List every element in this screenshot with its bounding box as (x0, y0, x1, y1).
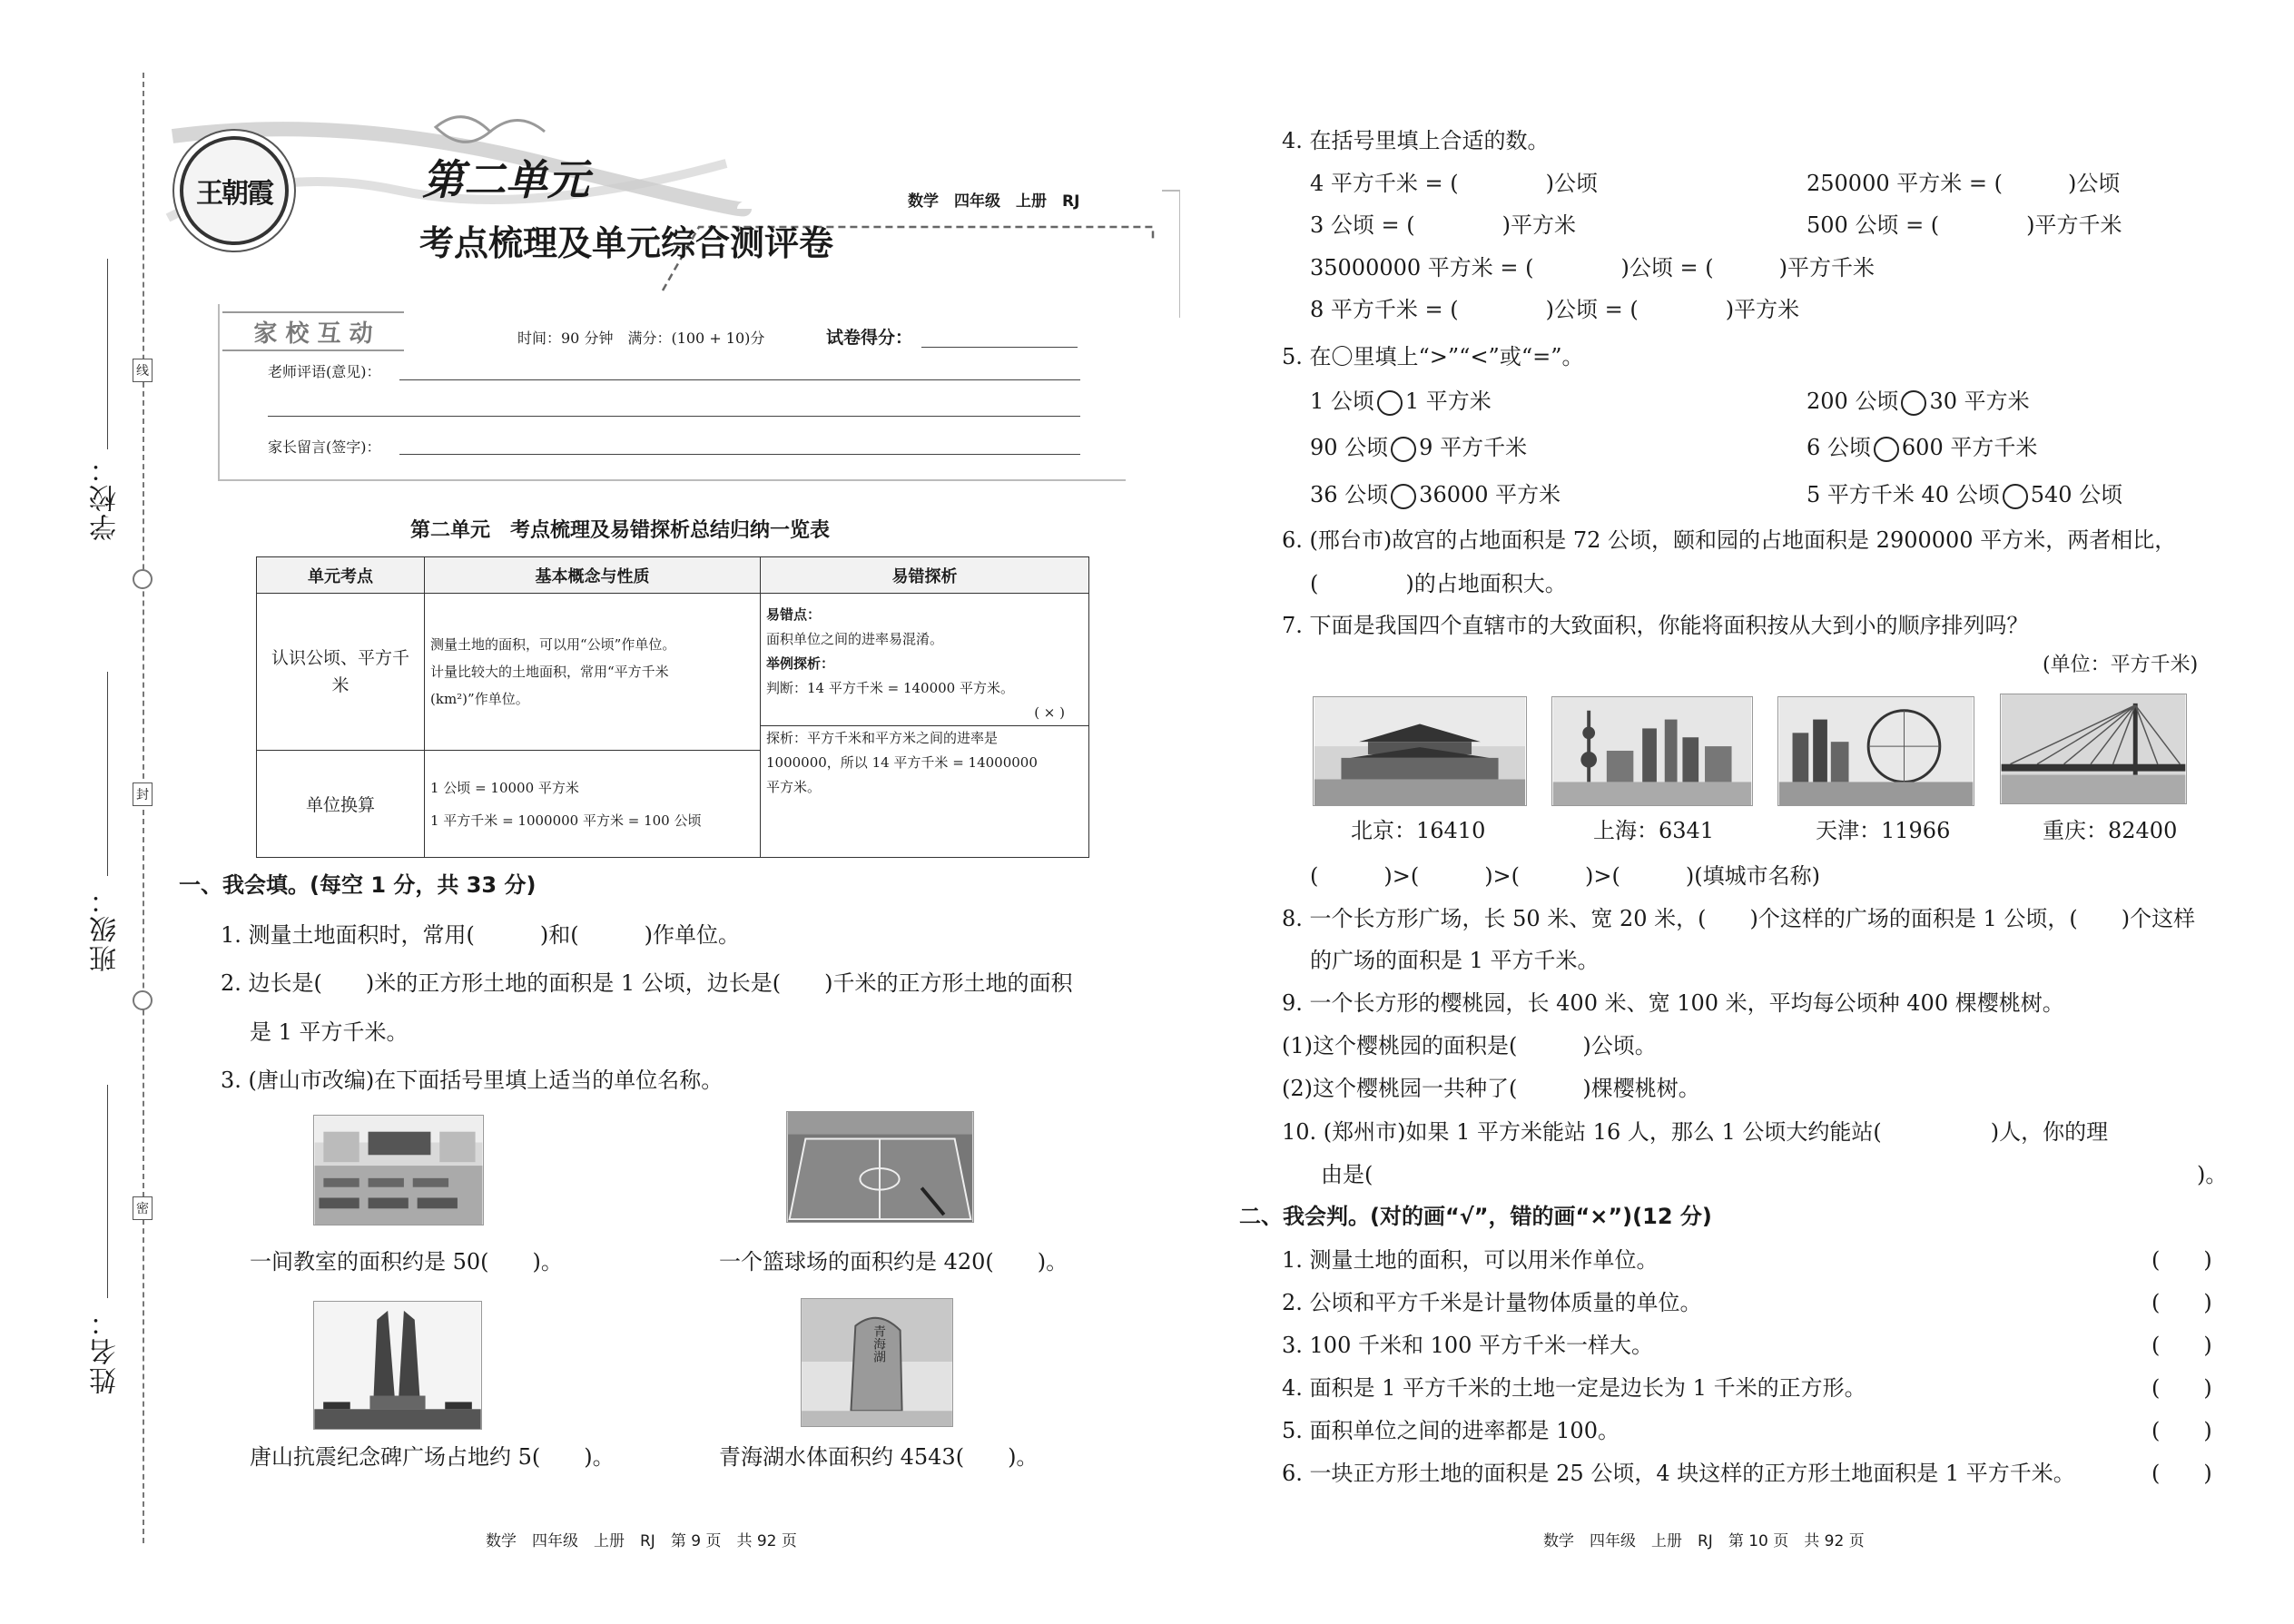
compare-right: 9 平方千米 (1419, 435, 1528, 460)
error-line: 探析：平方千米和平方米之间的进率是 (761, 725, 1088, 751)
concept-line: 1 平方千米 = 1000000 平方米 = 100 公顷 (430, 812, 702, 829)
compare-left: 6 公顷 (1807, 435, 1871, 460)
question-10: 10. (郑州市)如果 1 平方米能站 16 人，那么 1 公顷大约能站( )人，你的理 (1282, 1119, 2109, 1145)
teacher-comment-field[interactable] (399, 379, 1080, 380)
error-line: 平方米。 (766, 779, 822, 795)
topic-text: 单位换算 (305, 795, 375, 815)
school-label: 学校： (90, 454, 122, 541)
compare-circle[interactable] (1901, 390, 1926, 416)
question-3: 3. (唐山市改编)在下面括号里填上适当的单位名称。 (221, 1068, 724, 1093)
judge-item: 6. 一块正方形土地的面积是 25 公顷，4 块这样的正方形土地面积是 1 平方千米。 (1282, 1461, 2075, 1486)
seal-char: 封 (133, 782, 153, 806)
parent-comment-field[interactable] (399, 454, 1080, 455)
compare-left: 36 公顷 (1310, 482, 1389, 507)
q4-item: 4 平方千米 = ( )公顷 (1310, 171, 1598, 196)
time-score: 时间：90 分钟 满分：(100 + 10)分 (517, 330, 765, 347)
chongqing-photo (2000, 694, 2187, 804)
question-9-1: (1)这个樱桃园的面积是( )公顷。 (1282, 1033, 1657, 1058)
section1-heading: 一、我会填。(每空 1 分，共 33 分) (179, 872, 537, 898)
judge-item: 3. 100 千米和 100 平方千米一样大。 (1282, 1333, 1654, 1358)
concept-line: 计量比较大的土地面积，常用“平方千米 (430, 664, 669, 680)
judge-answer[interactable]: ( ) (2151, 1333, 2212, 1358)
compare-right: 1 平方米 (1404, 389, 1492, 414)
question-6-cont: ( )的占地面积大。 (1310, 571, 1567, 596)
compare-left: 90 公顷 (1310, 435, 1389, 460)
caption-memorial: 唐山抗震纪念碑广场占地约 5( )。 (250, 1444, 615, 1470)
q4-item: 8 平方千米 = ( )公顷 = ( )平方米 (1310, 297, 1800, 322)
compare-left: 1 公顷 (1310, 389, 1374, 414)
footer-left: 数学 四年级 上册 RJ 第 9 页 共 92 页 (486, 1532, 797, 1550)
compare-item (1807, 434, 2037, 462)
error-line: 易错点： (766, 606, 822, 623)
summary-title: 第二单元 考点梳理及易错探析总结归纳一览表 (410, 519, 831, 542)
summary-table (256, 556, 1089, 858)
question-10-end: )。 (2197, 1162, 2228, 1187)
error-line: 1000000，所以 14 平方千米 = 14000000 (766, 754, 1038, 771)
caption-classroom: 一间教室的面积约是 50( )。 (250, 1249, 563, 1275)
concept-line: (km²)”作单位。 (430, 691, 529, 707)
binding-dot (133, 990, 153, 1010)
name-label: 姓名： (90, 1307, 122, 1394)
concept-line: 测量土地的面积，可以用“公顷”作单位。 (430, 636, 676, 653)
concept-cell (425, 594, 761, 751)
q4-item: 500 公顷 = ( )平方千米 (1807, 212, 2122, 238)
table-row (257, 594, 1089, 751)
compare-item (1807, 388, 2030, 416)
compare-circle[interactable] (1391, 484, 1416, 509)
compare-circle[interactable] (1874, 437, 1899, 462)
question-9: 9. 一个长方形的樱桃园，长 400 米、宽 100 米，平均每公顷种 400 棵樱桃树。 (1282, 990, 2064, 1016)
compare-item (1310, 481, 1561, 509)
paper-subtitle: 考点梳理及单元综合测评卷 (419, 222, 834, 263)
caption-qinghai: 青海湖水体面积约 4543( )。 (719, 1444, 1039, 1470)
compare-right: 540 公顷 (2030, 482, 2123, 507)
question-2: 2. 边长是( )米的正方形土地的面积是 1 公顷，边长是( )千米的正方形土地的面积 (221, 970, 1073, 996)
city-beijing: 北京：16410 (1351, 818, 1486, 843)
unit-title: 第二单元 (422, 155, 589, 204)
error-line: 举例探析： (766, 655, 835, 672)
judge-item: 4. 面积是 1 平方千米的土地一定是边长为 1 千米的正方形。 (1282, 1375, 1866, 1401)
city-tianjin: 天津：11966 (1816, 818, 1951, 843)
classroom-photo (313, 1115, 484, 1225)
compare-item (1807, 481, 2122, 509)
question-8-cont: 的广场的面积是 1 平方千米。 (1310, 948, 1600, 973)
caption-basketball: 一个篮球场的面积约是 420( )。 (719, 1249, 1068, 1275)
error-line: ( × ) (1034, 704, 1065, 721)
question-5: 5. 在〇里填上“>”“<”或“=”。 (1282, 344, 1584, 369)
judge-answer[interactable]: ( ) (2151, 1418, 2212, 1443)
compare-circle[interactable] (1391, 437, 1416, 462)
judge-answer[interactable]: ( ) (2151, 1375, 2212, 1401)
table-header: 基本概念与性质 (425, 557, 761, 594)
judge-answer[interactable]: ( ) (2151, 1290, 2212, 1315)
error-analysis-cell (761, 594, 1089, 858)
logo-text: 王朝霞 (196, 178, 272, 210)
score-label: 试卷得分： (826, 328, 913, 348)
city-shanghai: 上海：6341 (1593, 818, 1715, 843)
shanghai-photo (1551, 696, 1753, 806)
compare-item (1310, 388, 1492, 416)
error-line: 判断：14 平方千米 = 140000 平方米。 (766, 680, 1014, 696)
compare-right: 36000 平方米 (1419, 482, 1561, 507)
q4-item: 35000000 平方米 = ( )公顷 = ( )平方千米 (1310, 255, 1875, 281)
name-field[interactable] (107, 1085, 108, 1298)
logo (180, 136, 289, 245)
q7-unit: (单位：平方千米) (2043, 654, 2199, 676)
judge-item: 5. 面积单位之间的进率都是 100。 (1282, 1418, 1620, 1443)
judge-item: 2. 公顷和平方千米是计量物体质量的单位。 (1282, 1290, 1702, 1315)
error-line: 面积单位之间的进率易混淆。 (766, 631, 944, 647)
table-header: 单元考点 (257, 557, 425, 594)
class-field[interactable] (107, 672, 108, 876)
home-school-label: 家 校 互 动 (253, 320, 373, 348)
q7-order: ( )>( )>( )>( )(填城市名称) (1310, 863, 1820, 889)
teacher-comment-label: 老师评语(意见)： (268, 363, 381, 380)
tianjin-photo (1777, 696, 1974, 806)
question-7: 7. 下面是我国四个直辖市的大致面积，你能将面积按从大到小的顺序排列吗？ (1282, 613, 2029, 638)
section2-heading: 二、我会判。(对的画“√”，错的画“×”)(12 分) (1239, 1204, 1712, 1229)
binding-margin (0, 0, 149, 1624)
topic-text: 认识公顷、平方千米 (271, 648, 409, 695)
basketball-court-photo (786, 1111, 974, 1223)
judge-answer[interactable]: ( ) (2151, 1247, 2212, 1273)
seal-char: 线 (133, 359, 153, 382)
header-tags: 数学 四年级 上册 RJ (908, 192, 1080, 211)
q4-item: 250000 平方米 = ( )公顷 (1807, 171, 2121, 196)
question-1: 1. 测量土地面积时，常用( )和( )作单位。 (221, 922, 740, 948)
binding-dot (133, 569, 153, 589)
concept-cell (425, 751, 761, 858)
question-9-2: (2)这个樱桃园一共种了( )棵樱桃树。 (1282, 1076, 1700, 1101)
compare-circle[interactable] (2003, 484, 2028, 509)
judge-answer[interactable]: ( ) (2151, 1461, 2212, 1486)
school-field[interactable] (107, 259, 108, 449)
class-label: 班级： (90, 885, 122, 972)
compare-right: 30 平方米 (1929, 389, 2030, 414)
lake-stone-text: 青海湖 (870, 1324, 885, 1363)
q4-item: 3 公顷 = ( )平方米 (1310, 212, 1576, 238)
header-decoration (163, 109, 1180, 318)
compare-right: 600 平方千米 (1901, 435, 2038, 460)
question-4: 4. 在括号里填上合适的数。 (1282, 128, 1550, 153)
compare-left: 200 公顷 (1807, 389, 1899, 414)
qinghai-lake-photo (801, 1298, 953, 1427)
concept-line: 1 公顷 = 10000 平方米 (430, 779, 579, 796)
score-field[interactable] (921, 347, 1078, 348)
beijing-photo (1313, 696, 1527, 806)
compare-circle[interactable] (1377, 390, 1403, 416)
question-2-cont: 是 1 平方千米。 (250, 1019, 409, 1045)
judge-item: 1. 测量土地的面积，可以用米作单位。 (1282, 1247, 1659, 1273)
compare-item (1310, 434, 1527, 462)
topic-cell (257, 751, 425, 858)
footer-right: 数学 四年级 上册 RJ 第 10 页 共 92 页 (1543, 1532, 1865, 1550)
binding-dashed-line (143, 73, 144, 1543)
city-chongqing: 重庆：82400 (2043, 818, 2178, 843)
table-header: 易错探析 (761, 557, 1089, 594)
question-6: 6. (邢台市)故宫的占地面积是 72 公顷，颐和园的占地面积是 2900000 平方米，两者相比， (1282, 527, 2177, 553)
topic-cell (257, 594, 425, 751)
parent-comment-label: 家长留言(签字)： (268, 438, 381, 456)
seal-char: 密 (133, 1196, 153, 1220)
question-10-cont: 由是( (1321, 1162, 1373, 1187)
compare-left: 5 平方千米 40 公顷 (1807, 482, 2000, 507)
question-8: 8. 一个长方形广场，长 50 米、宽 20 米，( )个这样的广场的面积是 1 公顷，( )个这样 (1282, 906, 2196, 931)
memorial-photo (313, 1301, 482, 1430)
teacher-comment-field-line2[interactable] (268, 416, 1080, 417)
